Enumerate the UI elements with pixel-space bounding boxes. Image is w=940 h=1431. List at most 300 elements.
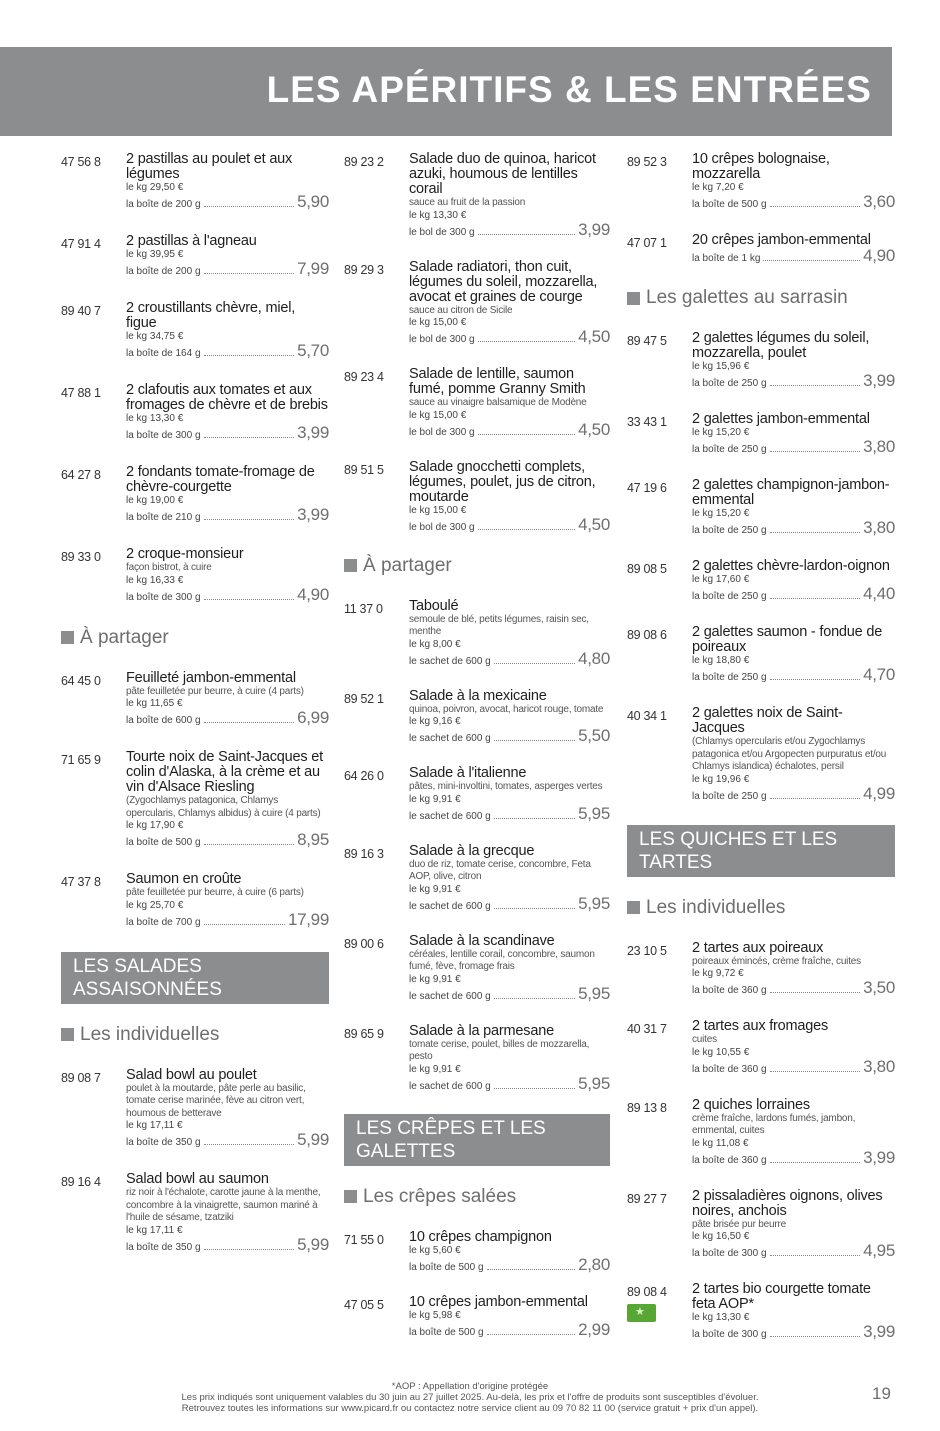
dotted-leader (770, 598, 861, 599)
product-name: Salad bowl au poulet (126, 1066, 257, 1083)
product-item (627, 706, 895, 805)
price-per-kg: le kg 15,20 € (692, 508, 750, 519)
product-item (61, 234, 329, 280)
product-item (344, 599, 610, 670)
product-price: 5,95 (578, 803, 610, 823)
product-item (344, 934, 610, 1005)
product-code: 64 26 0 (344, 769, 384, 783)
package-size: le bol de 300 g (409, 226, 475, 238)
product-name: 2 croque-monsieur (126, 546, 244, 562)
product-name: 2 pastillas au poulet et aux légumes (126, 151, 293, 182)
square-bullet-icon (627, 292, 640, 305)
product-name: 2 clafoutis aux tomates et aux fromages de chèvre et de brebis (126, 382, 328, 413)
dotted-leader (770, 1255, 861, 1256)
price-row (409, 1073, 610, 1095)
dotted-leader (494, 818, 575, 819)
product-price: 4,99 (863, 783, 895, 803)
dotted-leader (770, 451, 861, 452)
price-per-kg: le kg 34,75 € (126, 331, 184, 342)
product-item (344, 1024, 610, 1095)
package-size: la boîte de 360 g (692, 1063, 767, 1075)
product-code: 47 56 8 (61, 155, 101, 169)
organic-logo-icon (627, 1304, 656, 1322)
product-code: 40 34 1 (627, 709, 667, 723)
column-right (627, 152, 895, 1363)
price-per-kg: le kg 7,20 € (692, 182, 744, 193)
product-description: tomate cerise, poulet, billes de mozzarella, pesto (409, 1038, 590, 1062)
product-name: 2 fondants tomate-fromage de chèvre-courgette (126, 464, 315, 495)
product-name: 2 galettes légumes du soleil, mozzarella, poulet (692, 330, 870, 361)
package-size: la boîte de 1 kg (692, 253, 761, 264)
price-per-kg: le kg 13,30 € (126, 413, 184, 424)
product-price: 4,90 (863, 246, 895, 265)
product-item (627, 152, 895, 213)
dotted-leader (770, 1336, 861, 1337)
price-row (126, 1234, 329, 1256)
product-code: 89 65 9 (344, 1026, 384, 1041)
package-size: la boîte de 300 g (126, 430, 201, 441)
product-name: 20 crêpes jambon-emmental (692, 232, 871, 248)
category-heading: LES SALADES ASSAISONNÉES (61, 952, 329, 1004)
footer-aop-note: *AOP : Appellation d'origine protégée (391, 1381, 549, 1392)
footer-price-validity: Les prix indiqués sont uniquement valables du 30 juin au 27 juillet 2025. Au-delà, les prix et l'offre de produits sont susceptibles d'évoluer. (181, 1392, 759, 1403)
product-code: 47 19 6 (627, 481, 667, 495)
package-size: la boîte de 250 g (692, 591, 767, 602)
product-name: 2 galettes chèvre-lardon-oignon (692, 558, 890, 574)
price-per-kg: le kg 19,00 € (126, 495, 184, 506)
product-item (344, 766, 610, 825)
price-per-kg: le kg 13,30 € (692, 1312, 750, 1323)
dotted-leader (487, 1269, 576, 1270)
dotted-leader (478, 341, 575, 342)
price-row (126, 261, 329, 280)
product-name: Salad bowl au saumon (126, 1171, 269, 1187)
dotted-leader (770, 385, 861, 386)
product-price: 4,40 (863, 584, 895, 603)
price-row (409, 803, 610, 825)
product-item (344, 844, 610, 915)
product-item (344, 1295, 610, 1341)
dotted-leader (478, 529, 575, 530)
package-size: le sachet de 600 g (409, 733, 491, 744)
price-row (692, 373, 895, 392)
dotted-leader (487, 1334, 576, 1335)
product-item (61, 1068, 329, 1152)
package-size: la boîte de 164 g (126, 348, 201, 359)
product-code: 89 40 7 (61, 304, 101, 318)
package-size: la boîte de 250 g (692, 672, 767, 683)
product-description: sauce au citron de Sicile (409, 304, 513, 316)
product-code: 89 08 5 (627, 562, 667, 576)
product-name: Saumon en croûte (126, 871, 242, 887)
subsection-heading (344, 555, 610, 577)
price-per-kg: le kg 8,00 € (409, 638, 461, 650)
product-price: 4,90 (297, 584, 329, 604)
product-name: Salade à la parmesane (409, 1022, 554, 1039)
square-bullet-icon (344, 1190, 357, 1203)
price-per-kg: le kg 9,72 € (692, 968, 744, 979)
price-per-kg: le kg 15,00 € (409, 409, 467, 421)
dotted-leader (494, 998, 575, 999)
price-per-kg: le kg 15,00 € (409, 504, 467, 516)
product-code: 89 00 6 (344, 936, 384, 951)
product-description: (Zygochlamys patagonica, Chlamys opercularis, Chlamys albidus) à cuire (4 parts) (126, 795, 321, 819)
product-price: 4,70 (863, 665, 895, 684)
price-per-kg: le kg 17,90 € (126, 820, 184, 831)
dotted-leader (494, 663, 575, 664)
product-name: Tourte noix de Saint-Jacques et colin d'Alaska, à la crème et au vin d'Alsace Riesling (126, 749, 323, 795)
square-bullet-icon (344, 559, 357, 572)
product-code: 89 52 1 (344, 691, 384, 706)
product-name: 10 crêpes bolognaise, mozzarella (692, 151, 830, 182)
subsection-heading (627, 897, 895, 919)
package-size: la boîte de 300 g (126, 591, 201, 603)
price-row (409, 893, 610, 915)
product-price: 4,80 (578, 648, 610, 668)
product-name: Salade de lentille, saumon fumé, pomme Granny Smith (409, 366, 586, 397)
price-per-kg: le kg 9,91 € (409, 1063, 461, 1075)
dotted-leader (763, 260, 860, 261)
product-price: 3,99 (863, 371, 895, 390)
product-price: 3,60 (863, 192, 895, 211)
product-price: 8,95 (297, 830, 329, 849)
product-code: 89 29 3 (344, 262, 384, 277)
package-size: la boîte de 360 g (692, 1154, 767, 1166)
product-code: 47 37 8 (61, 875, 101, 889)
product-item (344, 1230, 610, 1276)
package-size: le sachet de 600 g (409, 990, 491, 1002)
page-title: LES APÉRITIFS & LES ENTRÉES (266, 69, 872, 110)
price-per-kg: le kg 16,33 € (126, 574, 184, 586)
package-size: la boîte de 360 g (692, 985, 767, 996)
product-name: 2 pastillas à l'agneau (126, 233, 257, 249)
price-row (409, 419, 610, 441)
price-per-kg: le kg 15,00 € (409, 317, 467, 328)
square-bullet-icon (61, 1028, 74, 1041)
product-description: duo de riz, tomate cerise, concombre, Feta AOP, olive, citron (409, 858, 591, 882)
subsection-label: Les galettes au sarrasin (646, 287, 848, 308)
dotted-leader (204, 355, 295, 356)
product-item (627, 1019, 895, 1078)
dotted-leader (204, 437, 295, 438)
price-row (409, 514, 610, 536)
product-price: 6,99 (297, 708, 329, 727)
dotted-leader (494, 740, 575, 741)
price-row (409, 329, 610, 348)
package-size: la boîte de 500 g (409, 1261, 484, 1273)
dotted-leader (770, 206, 861, 207)
product-code: 89 08 4 (627, 1285, 667, 1299)
package-size: le bol de 300 g (409, 426, 475, 438)
product-price: 3,50 (863, 978, 895, 997)
product-code: 89 16 4 (61, 1175, 101, 1189)
product-name: 2 quiches lorraines (692, 1096, 810, 1113)
price-per-kg: le kg 17,11 € (126, 1120, 183, 1131)
dotted-leader (204, 924, 285, 925)
product-item (627, 625, 895, 686)
price-per-kg: le kg 5,60 € (409, 1244, 461, 1256)
product-code: 89 23 4 (344, 370, 384, 384)
dotted-leader (770, 1071, 861, 1072)
price-per-kg: le kg 15,20 € (692, 427, 750, 438)
product-price: 3,99 (297, 505, 329, 524)
product-item (61, 152, 329, 213)
price-row (409, 219, 610, 241)
package-size: la boîte de 350 g (126, 1241, 201, 1253)
product-name: 2 galettes noix de Saint-Jacques (692, 705, 843, 736)
product-item (627, 478, 895, 539)
product-price: 3,99 (863, 1322, 895, 1341)
product-code: 71 65 9 (61, 753, 101, 767)
subsection-label: Les individuelles (80, 1023, 220, 1045)
column-left (61, 152, 329, 1277)
product-code: 89 08 6 (627, 628, 667, 642)
price-row (126, 710, 329, 729)
product-price: 3,99 (578, 219, 610, 239)
price-row (692, 439, 895, 458)
price-row (409, 728, 610, 747)
product-item (61, 872, 329, 931)
product-code: 89 16 3 (344, 846, 384, 861)
dotted-leader (204, 273, 295, 274)
product-name: Salade à l'italienne (409, 765, 527, 781)
product-item (344, 460, 610, 536)
product-price: 3,80 (863, 1056, 895, 1076)
package-size: la boîte de 700 g (126, 916, 201, 928)
product-price: 5,50 (578, 726, 610, 745)
price-per-kg: le kg 9,16 € (409, 716, 461, 727)
price-row (692, 248, 895, 267)
product-item (61, 383, 329, 444)
price-row (126, 343, 329, 362)
product-code: 89 47 5 (627, 334, 667, 348)
price-row (692, 1243, 895, 1262)
product-description: pâte feuilletée pur beurre, à cuire (6 parts) (126, 887, 304, 898)
product-item (61, 465, 329, 526)
product-code: 23 10 5 (627, 943, 667, 958)
product-code: 40 31 7 (627, 1022, 667, 1036)
product-item (61, 1172, 329, 1256)
product-description: (Chlamys opercularis et/ou Zygochlamys patagonica et/ou Argopecten purpuratus et/ou Chlamys islandica) échalotes, persil (692, 736, 887, 772)
product-item (344, 152, 610, 241)
product-price: 5,95 (578, 1073, 610, 1093)
product-name: Feuilleté jambon-emmental (126, 669, 296, 686)
subsection-label: Les crêpes salées (363, 1185, 517, 1207)
product-price: 4,50 (578, 419, 610, 439)
price-per-kg: le kg 25,70 € (126, 899, 184, 911)
product-price: 2,80 (578, 1254, 610, 1274)
product-item (344, 689, 610, 748)
package-size: la boîte de 200 g (126, 199, 201, 210)
price-row (126, 194, 329, 213)
product-price: 5,70 (297, 341, 329, 360)
dotted-leader (204, 519, 295, 520)
package-size: la boîte de 500 g (692, 199, 767, 210)
package-size: le sachet de 600 g (409, 1080, 491, 1092)
product-item (627, 1282, 895, 1343)
product-description: sauce au vinaigre balsamique de Modène (409, 397, 587, 408)
package-size: le sachet de 600 g (409, 900, 491, 912)
product-description: crème fraîche, lardons fumés, jambon, emmental, cuites (692, 1112, 856, 1136)
product-code: 89 27 7 (627, 1191, 667, 1206)
price-per-kg: le kg 17,60 € (692, 574, 750, 585)
category-heading: LES QUICHES ET LES TARTES (627, 825, 895, 877)
product-name: Salade gnocchetti complets, légumes, poulet, jus de citron, moutarde (409, 458, 596, 505)
price-row (126, 425, 329, 444)
product-name: 2 galettes jambon-emmental (692, 411, 870, 427)
product-name: 10 crêpes jambon-emmental (409, 1293, 588, 1310)
package-size: le bol de 300 g (409, 334, 475, 345)
price-row (692, 1147, 895, 1169)
dotted-leader (204, 599, 295, 600)
price-row (692, 194, 895, 213)
product-name: 2 croustillants chèvre, miel, figue (126, 300, 296, 331)
product-price: 5,95 (578, 893, 610, 913)
package-size: la boîte de 210 g (126, 512, 201, 523)
product-name: 2 tartes aux poireaux (692, 939, 824, 956)
dotted-leader (204, 1144, 295, 1145)
dotted-leader (770, 798, 861, 799)
price-per-kg: le kg 13,30 € (409, 209, 467, 221)
product-price: 5,99 (297, 1234, 329, 1254)
product-code: 64 27 8 (61, 468, 101, 482)
product-code: 33 43 1 (627, 415, 667, 429)
price-row (126, 584, 329, 606)
product-item (61, 750, 329, 851)
product-name: 2 galettes champignon-jambon-emmental (692, 477, 890, 508)
product-description: pâte brisée pur beurre (692, 1218, 786, 1230)
package-size: la boîte de 500 g (409, 1326, 484, 1338)
product-code: 47 91 4 (61, 237, 101, 251)
product-name: Salade à la scandinave (409, 932, 555, 949)
price-row (409, 1319, 610, 1341)
package-size: la boîte de 300 g (692, 1248, 767, 1259)
product-item (627, 331, 895, 392)
dotted-leader (770, 532, 861, 533)
package-size: le bol de 300 g (409, 521, 475, 533)
product-code: 89 52 3 (627, 155, 667, 169)
product-price: 2,99 (578, 1319, 610, 1339)
product-item (627, 1189, 895, 1263)
price-row (692, 783, 895, 805)
dotted-leader (204, 722, 295, 723)
product-price: 3,80 (863, 518, 895, 537)
dotted-leader (478, 234, 575, 235)
package-size: le sachet de 600 g (409, 810, 491, 822)
product-name: Salade radiatori, thon cuit, légumes du soleil, mozzarella, avocat et graines de courge (409, 258, 598, 305)
product-price: 5,99 (297, 1130, 329, 1149)
product-price: 4,50 (578, 327, 610, 346)
price-row (126, 832, 329, 851)
price-per-kg: le kg 16,50 € (692, 1231, 750, 1242)
subsection-heading (627, 287, 895, 309)
product-item (61, 547, 329, 606)
price-per-kg: le kg 10,55 € (692, 1046, 750, 1058)
product-code: 89 23 2 (344, 155, 384, 169)
product-description: riz noir à l'échalote, carotte jaune à la menthe, concombre à la vinaigrette, saumon mariné à l'huile de sésame, tzatziki (126, 1187, 321, 1223)
footer-legal (100, 1381, 840, 1414)
product-description: semoule de blé, petits légumes, raisin sec, menthe (409, 613, 589, 637)
subsection-heading (61, 1024, 329, 1046)
price-row (126, 1132, 329, 1151)
product-code: 89 13 8 (627, 1100, 667, 1115)
price-per-kg: le kg 19,96 € (692, 773, 750, 785)
subsection-label: À partager (363, 554, 452, 576)
dotted-leader (204, 206, 295, 207)
package-size: la boîte de 250 g (692, 525, 767, 536)
product-price: 3,99 (863, 1147, 895, 1167)
page-header-banner (0, 47, 892, 136)
product-description: pâte feuilletée pur beurre, à cuire (4 parts) (126, 685, 304, 697)
price-per-kg: le kg 18,80 € (692, 655, 750, 666)
price-per-kg: le kg 39,95 € (126, 249, 184, 260)
product-item (627, 559, 895, 605)
price-row (692, 520, 895, 539)
product-price: 4,95 (863, 1241, 895, 1260)
subsection-heading (344, 1186, 610, 1208)
product-name: Taboulé (409, 597, 459, 614)
product-description: sauce au fruit de la passion (409, 197, 526, 208)
price-per-kg: le kg 29,50 € (126, 182, 184, 193)
product-code: 47 88 1 (61, 386, 101, 400)
price-row (692, 980, 895, 999)
price-row (692, 1056, 895, 1078)
price-row (692, 1324, 895, 1343)
footer-contact: Retrouvez toutes les informations sur www.picard.fr ou contactez notre service client au 09 70 82 11 00 (service gratuit + prix d'un appel). (181, 1403, 759, 1414)
package-size: le sachet de 600 g (409, 655, 491, 667)
product-code: 11 37 0 (344, 601, 383, 616)
subsection-label: À partager (80, 626, 169, 648)
product-item (61, 301, 329, 362)
price-per-kg: le kg 11,08 € (692, 1137, 749, 1149)
product-item (627, 941, 895, 1000)
product-name: Salade duo de quinoa, haricot azuki, houmous de lentilles corail (409, 151, 596, 197)
price-row (409, 1254, 610, 1276)
product-item (61, 671, 329, 730)
product-name: 2 galettes saumon - fondue de poireaux (692, 624, 883, 655)
product-price: 5,95 (578, 983, 610, 1003)
product-price: 5,90 (297, 192, 329, 211)
product-code: 47 07 1 (627, 236, 667, 250)
package-size: la boîte de 200 g (126, 266, 201, 277)
dotted-leader (494, 1088, 575, 1089)
dotted-leader (478, 434, 575, 435)
product-description: poulet à la moutarde, pâte perle au basilic, tomate cerise marinée, fève au citron vert, houmous de betterave (126, 1082, 306, 1119)
product-description: quinoa, poivron, avocat, haricot rouge, tomate (409, 703, 604, 715)
product-description: façon bistrot, à cuire (126, 562, 212, 573)
product-price: 3,80 (863, 437, 895, 456)
dotted-leader (770, 1162, 861, 1163)
price-per-kg: le kg 9,91 € (409, 973, 461, 985)
price-row (126, 507, 329, 526)
dotted-leader (770, 992, 861, 993)
product-item (344, 260, 610, 349)
product-price: 7,99 (297, 259, 329, 278)
product-description: poireaux émincés, crème fraîche, cuites (692, 955, 861, 967)
product-code: 47 05 5 (344, 1297, 384, 1312)
square-bullet-icon (61, 631, 74, 644)
price-per-kg: le kg 9,91 € (409, 883, 461, 895)
package-size: la boîte de 600 g (126, 715, 201, 726)
product-name: 2 tartes bio courgette tomate feta AOP* (692, 1281, 871, 1312)
package-size: la boîte de 300 g (692, 1329, 767, 1340)
price-per-kg: le kg 17,11 € (126, 1224, 183, 1236)
dotted-leader (494, 908, 575, 909)
product-code: 64 45 0 (61, 673, 101, 688)
product-item (627, 233, 895, 267)
page-number: 19 (872, 1384, 891, 1403)
product-code: 89 51 5 (344, 462, 384, 477)
